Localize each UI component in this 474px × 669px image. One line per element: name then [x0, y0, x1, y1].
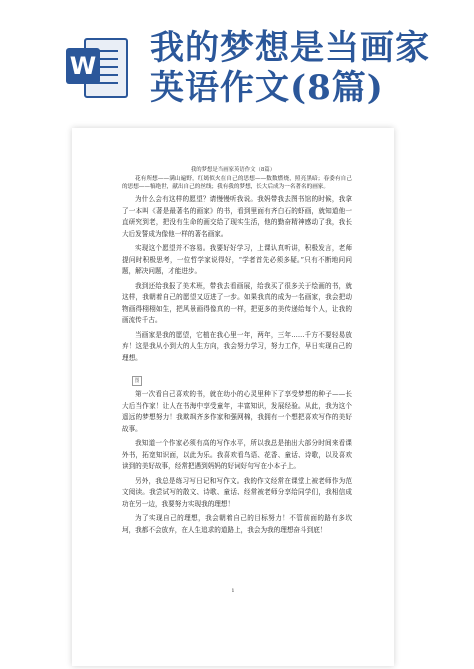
page-title — [150, 28, 470, 108]
title-line-2: 英语作文(8篇) — [150, 68, 384, 108]
word-icon — [66, 34, 128, 98]
paragraph: 另外，我总是练习写日记和写作文。我的作文经常在课堂上被老师作为范文阅读。我尝试写的散文、诗歌、童话、经常被老师分享给同学们，我相信成功在另一边，我要努力实现我的理想！ — [122, 476, 352, 508]
paragraph: 我到还给我报了美术班，带我去看画展，给我买了很多关于绘画的书，就这样，我朝着自己的愿望又迈进了一步。如果我真的成为一名画家，我会把动物画得栩栩如生，把风景画得像真的一样，把更多的美传递给每个人，让我的画流传千古。 — [122, 281, 352, 325]
header — [0, 0, 474, 110]
image-placeholder-icon: 图 — [132, 376, 142, 386]
title-line-1: 我的梦想是当画家 — [150, 28, 430, 68]
document-page-preview[interactable] — [72, 128, 394, 666]
paragraph: 为了实现自己的理想，我会朝着自己的目标努力！不管前面的路有多坎坷，我都不会放弃，在人生追求的道路上，我会为我的理想奋斗到底！ — [122, 514, 352, 534]
paragraph: 为什么会有这样的愿望？请慢慢听我说。我妈带我去图书馆的时候，我拿了一本叫《著是最著名的画家》的书，看到里面有齐白石的虾画，就知道他一直研究到老，把没有生命的画交给了现实生活，他的勤奋精神感动了我，我长大后发誓成为像他一样的著名画家。 — [122, 195, 352, 238]
document-title: 我的梦想是当画家英语作文（8篇） — [190, 167, 276, 173]
word-letter-badge: W — [66, 48, 100, 84]
paragraph: 第一次看自己喜欢的书，就在幼小的心灵里种下了享受梦想的种子——长大后当作家！让人在书海中享受童年，丰富知识，发展经验。从此，我为这个遥远的梦想努力！我欺飒齐多作家和强网棉，我拥有一个想把喜欢写作的美好故事。 — [122, 390, 352, 433]
paragraph: 我知道一个作家必须有高的写作水平，所以我总是抽出大部分时间来看课外书，拓宽知识面，以此为乐。我喜欢看鸟语、花香、童话、诗歌，以及喜欢读到的美好故事，经常把遇到妈妈的好词好句写在小本子上。 — [122, 439, 352, 471]
document-body — [122, 175, 352, 539]
paragraph: 花有所想——满山遍野，红嫣似火在自己的思想——数数燃烧，照亮黑暗；春委有自己的思想——犒绝世，献出自己的丝线；我有我的梦想，长大后成为一名著名的画家。 — [122, 176, 352, 191]
paragraph: 当画家是我的愿望，它植在我心里一年，两年，三年……千方不要轻易放弃！这是我从小到大的人生方向，我会努力学习，努力工作，早日实现自己的理想。 — [122, 330, 352, 362]
page-number: 1 — [231, 588, 235, 594]
paragraph: 实现这个愿望并不容易。我要好好学习，上课认真听讲，积极发言，老师提问时积极思考，一位哲学家说得好，“学者首先必须多疑。”只有不断地问问题，解决问题，才能进步。 — [122, 244, 352, 276]
